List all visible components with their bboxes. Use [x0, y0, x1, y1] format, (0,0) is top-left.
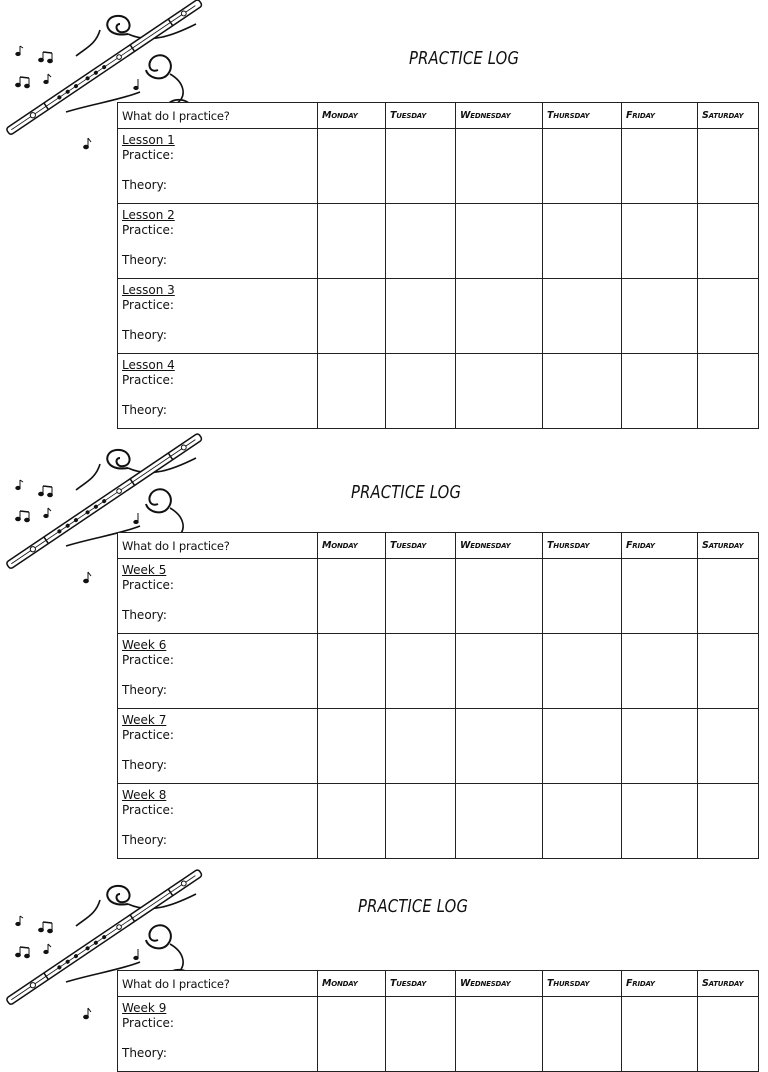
entry-cell[interactable]	[698, 784, 759, 859]
entry-cell[interactable]	[456, 709, 543, 784]
theory-label: Theory:	[122, 253, 167, 267]
practice-log-section-2	[0, 434, 768, 854]
page-title: PRACTICE LOG	[351, 482, 462, 503]
column-header-thursday: Thursday	[543, 971, 622, 997]
practice-label: Practice:	[122, 578, 174, 592]
entry-cell[interactable]	[386, 709, 456, 784]
practice-label: Practice:	[122, 1016, 174, 1030]
week-name: Week 9	[122, 1001, 167, 1015]
entry-cell[interactable]	[622, 204, 698, 279]
entry-cell[interactable]	[456, 634, 543, 709]
practice-label: Practice:	[122, 223, 174, 237]
practice-log-section-1	[0, 0, 768, 420]
row-label-cell	[118, 204, 318, 279]
entry-cell[interactable]	[318, 784, 386, 859]
entry-cell[interactable]	[543, 559, 622, 634]
column-header-friday: Friday	[622, 103, 698, 129]
entry-cell[interactable]	[386, 354, 456, 429]
entry-cell[interactable]	[318, 709, 386, 784]
practice-log-table	[117, 970, 759, 1072]
entry-cell[interactable]	[622, 997, 698, 1072]
entry-cell[interactable]	[622, 129, 698, 204]
entry-cell[interactable]	[698, 279, 759, 354]
column-header-friday: Friday	[622, 533, 698, 559]
practice-label: Practice:	[122, 728, 174, 742]
entry-cell[interactable]	[622, 784, 698, 859]
practice-label: Practice:	[122, 803, 174, 817]
column-header-practice: What do I practice?	[118, 971, 318, 997]
column-header-saturday: Saturday	[698, 971, 759, 997]
lesson-name: Lesson 1	[122, 133, 175, 147]
entry-cell[interactable]	[386, 279, 456, 354]
table-row	[118, 279, 759, 354]
column-header-tuesday: Tuesday	[386, 103, 456, 129]
theory-label: Theory:	[122, 1046, 167, 1060]
lesson-name: Lesson 2	[122, 208, 175, 222]
practice-log-table	[117, 102, 759, 429]
theory-label: Theory:	[122, 403, 167, 417]
column-header-monday: Monday	[318, 533, 386, 559]
week-name: Week 5	[122, 563, 167, 577]
page-title: PRACTICE LOG	[409, 48, 520, 69]
table-row	[118, 354, 759, 429]
row-label-cell	[118, 354, 318, 429]
entry-cell[interactable]	[318, 204, 386, 279]
row-label-cell	[118, 634, 318, 709]
column-header-friday: Friday	[622, 971, 698, 997]
entry-cell[interactable]	[318, 559, 386, 634]
entry-cell[interactable]	[622, 634, 698, 709]
table-header-row	[118, 971, 759, 997]
week-name: Week 8	[122, 788, 167, 802]
entry-cell[interactable]	[543, 709, 622, 784]
entry-cell[interactable]	[386, 997, 456, 1072]
table-header-row	[118, 103, 759, 129]
entry-cell[interactable]	[318, 634, 386, 709]
practice-label: Practice:	[122, 298, 174, 312]
column-header-wednesday: Wednesday	[456, 533, 543, 559]
theory-label: Theory:	[122, 608, 167, 622]
entry-cell[interactable]	[543, 634, 622, 709]
practice-log-section-3	[0, 872, 768, 1060]
entry-cell[interactable]	[386, 634, 456, 709]
practice-label: Practice:	[122, 373, 174, 387]
entry-cell[interactable]	[318, 279, 386, 354]
row-label-cell	[118, 559, 318, 634]
column-header-thursday: Thursday	[543, 103, 622, 129]
theory-label: Theory:	[122, 833, 167, 847]
entry-cell[interactable]	[622, 354, 698, 429]
week-name: Week 6	[122, 638, 167, 652]
column-header-practice: What do I practice?	[118, 103, 318, 129]
entry-cell[interactable]	[456, 997, 543, 1072]
table-row	[118, 559, 759, 634]
column-header-monday: Monday	[318, 103, 386, 129]
column-header-practice: What do I practice?	[118, 533, 318, 559]
column-header-thursday: Thursday	[543, 533, 622, 559]
column-header-tuesday: Tuesday	[386, 533, 456, 559]
entry-cell[interactable]	[456, 279, 543, 354]
entry-cell[interactable]	[698, 709, 759, 784]
entry-cell[interactable]	[698, 204, 759, 279]
entry-cell[interactable]	[456, 204, 543, 279]
row-label-cell	[118, 279, 318, 354]
table-row	[118, 204, 759, 279]
entry-cell[interactable]	[543, 997, 622, 1072]
column-header-saturday: Saturday	[698, 533, 759, 559]
entry-cell[interactable]	[543, 784, 622, 859]
entry-cell[interactable]	[543, 279, 622, 354]
entry-cell[interactable]	[543, 129, 622, 204]
entry-cell[interactable]	[543, 354, 622, 429]
entry-cell[interactable]	[698, 354, 759, 429]
entry-cell[interactable]	[318, 354, 386, 429]
theory-label: Theory:	[122, 328, 167, 342]
page-title: PRACTICE LOG	[358, 896, 469, 917]
table-row	[118, 709, 759, 784]
theory-label: Theory:	[122, 758, 167, 772]
entry-cell[interactable]	[456, 354, 543, 429]
practice-label: Practice:	[122, 653, 174, 667]
entry-cell[interactable]	[318, 129, 386, 204]
column-header-wednesday: Wednesday	[456, 971, 543, 997]
entry-cell[interactable]	[386, 784, 456, 859]
entry-cell[interactable]	[698, 129, 759, 204]
entry-cell[interactable]	[318, 997, 386, 1072]
entry-cell[interactable]	[698, 997, 759, 1072]
entry-cell[interactable]	[622, 709, 698, 784]
entry-cell[interactable]	[698, 634, 759, 709]
entry-cell[interactable]	[543, 204, 622, 279]
entry-cell[interactable]	[622, 279, 698, 354]
column-header-monday: Monday	[318, 971, 386, 997]
week-name: Week 7	[122, 713, 167, 727]
theory-label: Theory:	[122, 683, 167, 697]
row-label-cell	[118, 129, 318, 204]
practice-log-table	[117, 532, 759, 859]
entry-cell[interactable]	[456, 559, 543, 634]
column-header-saturday: Saturday	[698, 103, 759, 129]
entry-cell[interactable]	[456, 129, 543, 204]
table-row	[118, 634, 759, 709]
practice-label: Practice:	[122, 148, 174, 162]
row-label-cell	[118, 784, 318, 859]
table-row	[118, 784, 759, 859]
entry-cell[interactable]	[698, 559, 759, 634]
lesson-name: Lesson 4	[122, 358, 175, 372]
column-header-tuesday: Tuesday	[386, 971, 456, 997]
row-label-cell	[118, 709, 318, 784]
table-row	[118, 129, 759, 204]
entry-cell[interactable]	[622, 559, 698, 634]
theory-label: Theory:	[122, 178, 167, 192]
lesson-name: Lesson 3	[122, 283, 175, 297]
table-header-row	[118, 533, 759, 559]
entry-cell[interactable]	[386, 129, 456, 204]
table-row	[118, 997, 759, 1072]
entry-cell[interactable]	[386, 559, 456, 634]
entry-cell[interactable]	[456, 784, 543, 859]
row-label-cell	[118, 997, 318, 1072]
entry-cell[interactable]	[386, 204, 456, 279]
column-header-wednesday: Wednesday	[456, 103, 543, 129]
